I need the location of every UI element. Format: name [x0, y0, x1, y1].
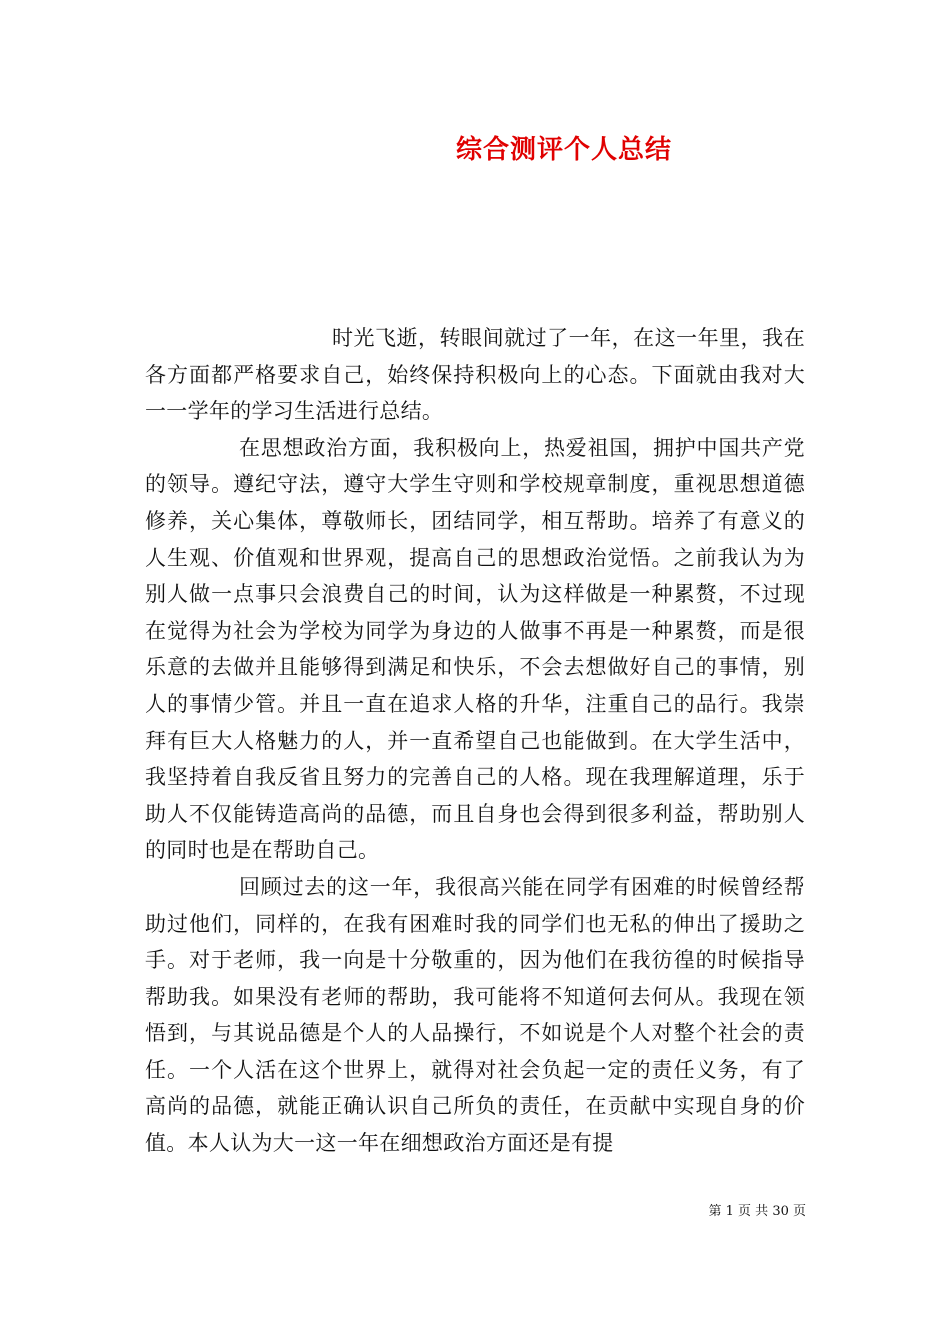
page-number-footer: 第 1 页 共 30 页 [708, 1204, 806, 1219]
document-body [145, 320, 805, 1162]
paragraph-political: 在思想政治方面，我积极向上，热爱祖国，拥护中国共产党的领导。遵纪守法，遵守大学生守则和学校规章制度，重视思想道德修养，关心集体，尊敬师长，团结同学，相互帮助。培养了有意义的人生观、价值观和世界观，提高自己的思想政治觉悟。之前我认为为别人做一点事只会浪费自己的时间，认为这样做是一种累赘，不过现在觉得为社会为学校为同学为身边的人做事不再是一种累赘，而是很乐意的去做并且能够得到满足和快乐，不会去想做好自己的事情，别人的事情少管。并且一直在追求人格的升华，注重自己的品行。我崇拜有巨大人格魅力的人，并一直希望自己也能做到。在大学生活中，我坚持着自我反省且努力的完善自己的人格。现在我理解道理，乐于助人不仅能铸造高尚的品德，而且自身也会得到很多利益，帮助别人的同时也是在帮助自己。 [145, 435, 805, 863]
document-title: 综合测评个人总结 [455, 135, 672, 165]
paragraph-review: 回顾过去的这一年，我很高兴能在同学有困难的时候曾经帮助过他们，同样的，在我有困难时我的同学们也无私的伸出了援助之手。对于老师，我一向是十分敬重的，因为他们在我彷徨的时候指导帮助我。如果没有老师的帮助，我可能将不知道何去何从。我现在领悟到，与其说品德是个人的人品操行，不如说是个人对整个社会的责任。一个人活在这个世界上，就得对社会负起一定的责任义务，有了高尚的品德，就能正确认识自己所负的责任，在贡献中实现自身的价值。本人认为大一这一年在细想政治方面还是有提 [145, 874, 805, 1156]
paragraph-intro: 时光飞逝，转眼间就过了一年，在这一年里，我在各方面都严格要求自己，始终保持积极向上的心态。下面就由我对大一一学年的学习生活进行总结。 [145, 326, 805, 424]
